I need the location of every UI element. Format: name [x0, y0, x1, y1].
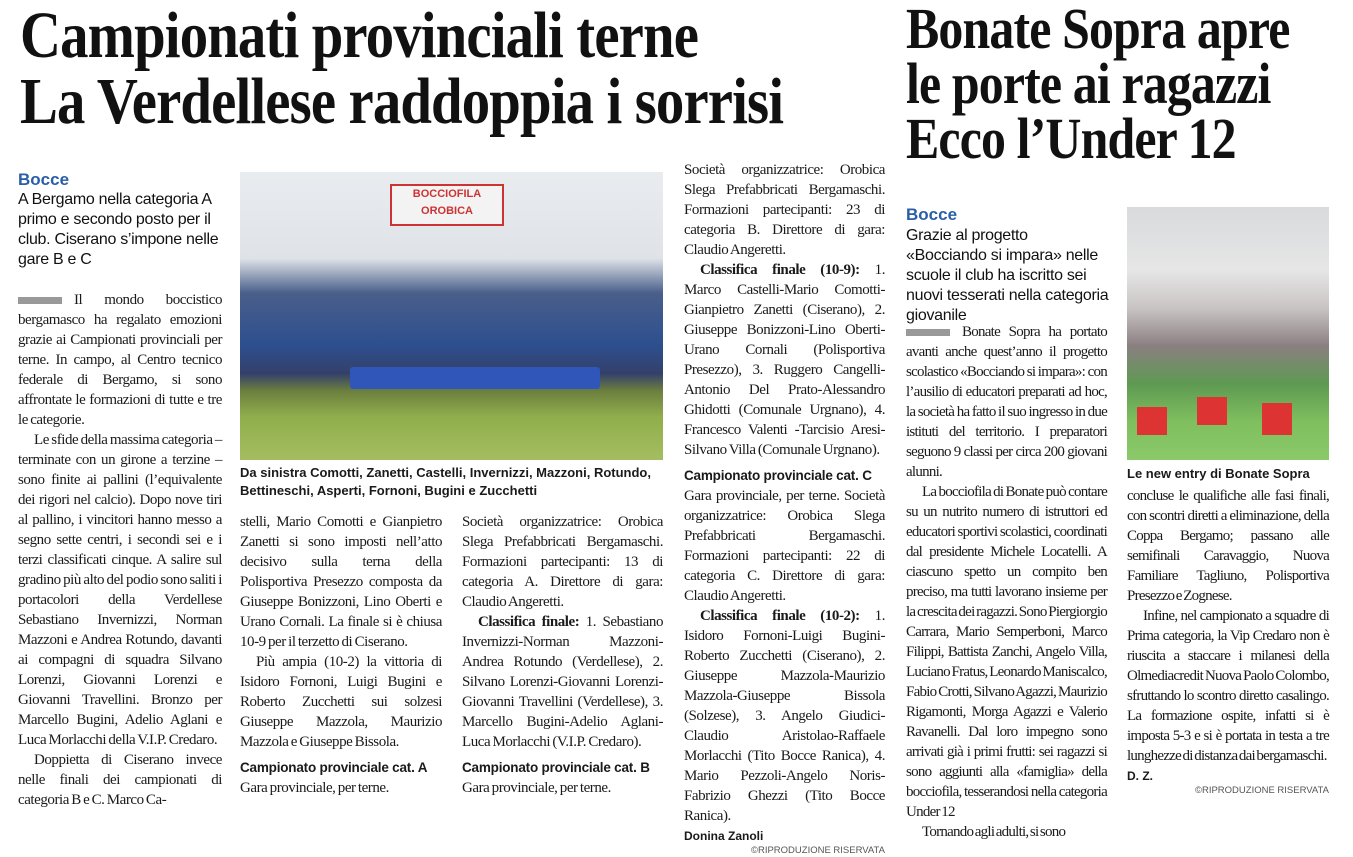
- section-kicker: Bocce: [18, 170, 70, 189]
- byline: Donina Zanoli: [684, 829, 764, 843]
- photo-sign: BOCCIOFILA OROBICA: [390, 184, 504, 226]
- result-text: 1. Isidoro Fornoni-Luigi Bugini-Roberto Zucchetti (Ciserano), 2. Giuseppe Mazzola-Maurizio Mazzola-Giuseppe Bissola (Solzese), 3. Angelo Giudici-Claudio Aristolao-Raffaele Morlacchi (Tito Bocce Ranica), 4. Mario Pezzoli-Angelo Noris-Fabrizio Ghezzi (Tito Bocce Ranica).: [684, 608, 885, 824]
- body-column-1: [906, 322, 1107, 842]
- paragraph: Gara provinciale, per terne.: [240, 780, 389, 796]
- paragraph: concluse le qualifiche alle fasi finali, con scontri diretti a eliminazione, della Coppa Bergamo; passano alle semifinali Caravaggio, Nuova Familiare Tagliuno, Polisportiva Presezzo e Zognese.: [1127, 488, 1329, 604]
- section-kicker: Bocce: [906, 205, 958, 224]
- copyright: ©RIPRODUZIONE RISERVATA: [1194, 785, 1329, 796]
- result-label: Classifica finale (10-2):: [700, 608, 860, 624]
- paragraph: Doppietta di Ciserano invece nelle finali dei campionati di categoria B e C. Marco Ca-: [18, 752, 222, 808]
- lead-rule: [18, 297, 62, 304]
- paragraph: La bocciofila di Bonate può contare su un nutrito numero di istruttori ed educatori sportivi scolastici, coordinati dal presidente Michele Locatelli. A ciascuno spetto un compito ben preciso, ma tutti lavorano insieme per la crescita dei ragazzi. Sono Piergiorgio Carrara, Mario Semperboni, Marco Filippi, Battista Zanchi, Angelo Villa, Luciano Fratus, Leonardo Maniscalco, Fabio Crotti, Silvano Agazzi, Maurizio Rigamonti, Morga Agazzi e Valerio Ravanelli. Dal loro impegno sono arrivati già i primi frutti: sei ragazzi si sono aggiunti alla «famiglia» della bocciofila, tesserandosi nella categoria Under 12: [906, 484, 1107, 820]
- result-text: 1. Sebastiano Invernizzi-Norman Mazzoni-Andrea Rotundo (Verdellese), 2. Silvano Lorenzi-Giovanni Lorenzi-Giovanni Travellini (Verdellese), 3. Marcello Bugini-Adelio Aglani-Luca Morlacchi (V.I.P. Credaro).: [462, 614, 663, 750]
- photo-bag: [1137, 407, 1167, 435]
- headline-line-1: Campionati provinciali terne: [20, 0, 699, 72]
- headline-line-2: La Verdellese raddoppia i sorrisi: [20, 65, 784, 138]
- body-column-1: [18, 290, 222, 810]
- photo-bag: [1262, 403, 1292, 435]
- photo-table: [350, 367, 600, 389]
- lead-rule: [906, 329, 950, 336]
- headline-line-1: Bonate Sopra apre: [906, 0, 1290, 61]
- paragraph: Gara provinciale, per terne. Società organizzatrice: Orobica Slega Prefabbricati Bergamaschi. Formazioni partecipanti: 22 di categoria C. Direttore di gara: Claudio Angeretti.: [684, 488, 885, 604]
- headline-line-2: le porte ai ragazzi: [906, 51, 1271, 116]
- body-column-2: [1127, 486, 1329, 797]
- copyright: ©RIPRODUZIONE RISERVATA: [750, 845, 885, 856]
- headline-line-3: Ecco l’Under 12: [906, 106, 1236, 171]
- photo-caption: Da sinistra Comotti, Zanetti, Castelli, Invernizzi, Mazzoni, Rotundo, Bettineschi, Asperti, Fornoni, Bugini e Zucchetti: [240, 465, 651, 498]
- team-photo: [240, 172, 663, 460]
- subhead: A Bergamo nella categoria A primo e secondo posto per il club. Ciserano s’impone nelle gare B e C: [18, 191, 219, 268]
- paragraph: Più ampia (10-2) la vittoria di Isidoro Fornoni, Luigi Bugini e Roberto Zucchetti sui solzesi Giuseppe Mazzola, Maurizio Mazzola e Giuseppe Bissola.: [240, 654, 442, 750]
- subhead: Grazie al progetto «Bocciando si impara» nelle scuole il club ha iscritto sei nuovi tesserati nella categoria giovanile: [906, 227, 1109, 324]
- paragraph: Infine, nel campionato a squadre di Prima categoria, la Vip Credaro non è riuscita a staccare i milanesi della Olmediacredit Nuova Paolo Colombo, sfruttando lo scontro diretto casalingo. La formazione ospite, infatti si è imposta 5-3 e si è portata in testa a tre lunghezze di distanza dai bergamaschi.: [1127, 608, 1329, 764]
- section-heading-cat-b: Campionato provinciale cat. B: [462, 760, 650, 775]
- result-label: Classifica finale:: [478, 614, 580, 630]
- body-column-2: [240, 512, 442, 798]
- photo-caption: Le new entry di Bonate Sopra: [1127, 466, 1310, 481]
- paragraph: Società organizzatrice: Orobica Slega Prefabbricati Bergamaschi. Formazioni partecipanti: 23 di categoria B. Direttore di gara: Claudio Angeretti.: [684, 162, 885, 258]
- section-heading-cat-a: Campionato provinciale cat. A: [240, 760, 428, 775]
- body-column-4: [684, 160, 885, 857]
- youth-photo: [1127, 207, 1329, 460]
- result-text: 1. Marco Castelli-Mario Comotti-Gianpietro Zanetti (Ciserano), 2. Giuseppe Bonizzoni-Lino Oberti-Urano Cornali (Polisportiva Presezzo), 3. Ruggero Cangelli-Antonio Del Prato-Alessandro Ghidotti (Comunale Urgnano), 4. Francesco Valenti -Tarcisio Aresi-Silvano Villa (Comunale Urgnano).: [684, 262, 885, 458]
- paragraph: stelli, Mario Comotti e Gianpietro Zanetti si sono imposti nell’atto decisivo sulla terna della Polisportiva Presezzo composta da Giuseppe Bonizzoni, Lino Oberti e Urano Cornali. La finale si è chiusa 10-9 per il terzetto di Ciserano.: [240, 514, 442, 650]
- paragraph: Bonate Sopra ha portato avanti anche quest’anno il progetto scolastico «Bocciando si impara»: con l’ausilio di educatori preparati ad hoc, la società ha fatto il suo ingresso in due istituti del territorio. I preparatori seguono 9 classi per circa 200 giovani alunni.: [906, 324, 1107, 480]
- paragraph: Gara provinciale, per terne.: [462, 780, 611, 796]
- paragraph: Tornando agli adulti, si sono: [922, 824, 1066, 840]
- paragraph: Le sfide della massima categoria – terminate con un girone a terzine – sono finite ai pallini (l’equivalente dei rigori nel calcio). Dopo nove tiri al pallino, i vincitori hanno messo a segno sette centri, i secondi sei e i terzi classificati cinque. A salire sul gradino più alto del podio sono saliti i portacolori della Verdellese Sebastiano Invernizzi, Norman Mazzoni e Andrea Rotundo, davanti ai compagni di squadra Silvano Lorenzi, Giovanni Lorenzi e Giovanni Travellini. Bronzo per Marcello Bugini, Adelio Aglani e Luca Morlacchi della V.I.P. Credaro.: [18, 432, 222, 748]
- result-label: Classifica finale (10-9):: [700, 262, 860, 278]
- body-column-3: [462, 512, 663, 798]
- photo-bag: [1197, 397, 1227, 425]
- section-heading-cat-c: Campionato provinciale cat. C: [684, 468, 872, 483]
- paragraph: Il mondo boccistico bergamasco ha regalato emozioni grazie ai Campionati provinciali per terne. In campo, al Centro tecnico federale di Bergamo, si sono affrontate le formazioni di tutte e tre le categorie.: [18, 292, 222, 428]
- paragraph: Società organizzatrice: Orobica Slega Prefabbricati Bergamaschi. Formazioni partecipanti: 13 di categoria A. Direttore di gara: Claudio Angeretti.: [462, 514, 663, 610]
- byline: D. Z.: [1127, 769, 1153, 783]
